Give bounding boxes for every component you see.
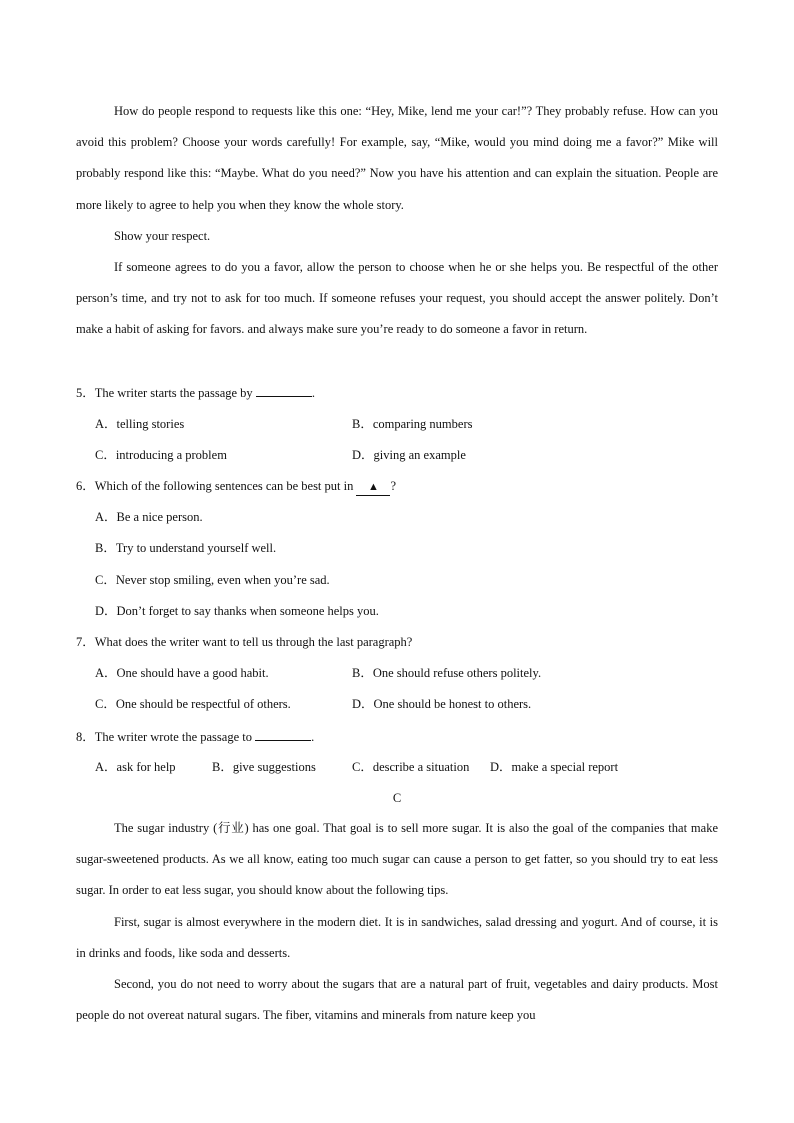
triangle-marker-icon: ▲ [356,479,390,496]
question-6-option-a: A．Be a nice person. [95,510,203,524]
question-7-option-c: C．One should be respectful of others. [95,697,291,711]
question-5-option-a: A．telling stories [95,417,185,431]
question-6-option-c: C．Never stop smiling, even when you’re sad. [95,573,330,587]
question-5-option-b: B．comparing numbers [352,417,473,431]
passage-b-paragraph-2: If someone agrees to do you a favor, allow the person to choose when he or she helps you. Be respectful of the other person’s time, and try not to ask for too much. If someone refuses your request, you should accept the answer politely. Don’t make a habit of asking for favors. and always make sure you’re ready to do someone a favor in return. [76,260,718,337]
question-8-option-d: D．make a special report [490,760,619,774]
question-6-option-b: B．Try to understand yourself well. [95,541,277,555]
answer-blank [255,728,311,741]
question-7-stem: 7．What does the writer want to tell us through the last paragraph? [76,635,413,649]
passage-b-paragraph-1: How do people respond to requests like this one: “Hey, Mike, lend me your car!”? They probably refuse. How can you avoid this problem? Choose your words carefully! For example, say, “Mike, would you mind doing me a favor?” Mike will probably respond like this: “Maybe. What do you need?” Now you have his attention and can explain the situation. People are more likely to agree to help you when they know the whole story. [76,104,718,212]
passage-c-label: C [392,791,402,805]
question-6-stem: 6．Which of the following sentences can be best put in ▲ ? [76,478,396,496]
question-7-option-b: B．One should refuse others politely. [352,666,542,680]
passage-c-paragraph-2: First, sugar is almost everywhere in the modern diet. It is in sandwiches, salad dressing and yogurt. And of course, it is in drinks and foods, like soda and desserts. [76,915,718,961]
question-5-option-c: C．introducing a problem [95,448,227,462]
question-8-option-c: C．describe a situation [352,760,470,774]
question-8-stem: 8．The writer wrote the passage to . [76,730,315,744]
question-5-option-d: D．giving an example [352,448,466,462]
answer-blank [256,384,312,397]
passage-c-paragraph-3: Second, you do not need to worry about the sugars that are a natural part of fruit, vegetables and dairy products. Most people do not overeat natural sugars. The fiber, vitamins and minerals from nature keep you [76,977,718,1023]
question-7-option-d: D．One should be honest to others. [352,697,532,711]
question-8-option-a: A．ask for help [95,760,176,774]
question-5-stem: 5．The writer starts the passage by . [76,386,315,400]
passage-b-heading: Show your respect. [114,229,211,243]
question-7-option-a: A．One should have a good habit. [95,666,269,680]
question-6-option-d: D．Don’t forget to say thanks when someone helps you. [95,604,379,618]
passage-c-paragraph-1: The sugar industry (行业) has one goal. That goal is to sell more sugar. It is also the goal of the companies that make sugar-sweetened products. As we all know, eating too much sugar can cause a person to get fatter, so you should try to eat less sugar. In order to eat less sugar, you should know about the following tips. [76,821,718,898]
question-8-option-b: B．give suggestions [212,760,316,774]
